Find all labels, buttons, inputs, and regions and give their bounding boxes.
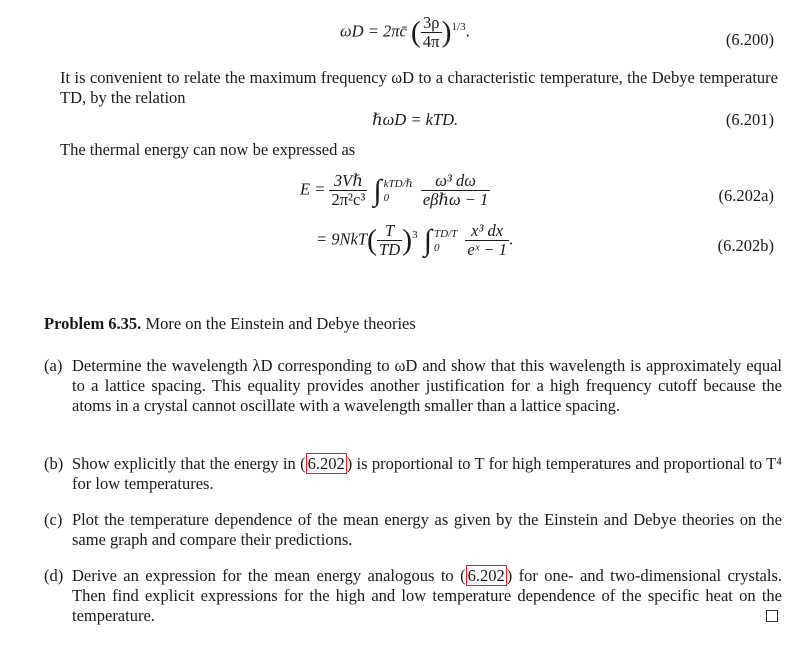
problem-title: More on the Einstein and Debye theories — [145, 314, 416, 333]
eq200-exponent: 1/3 — [451, 20, 466, 33]
eq200-tag: (6.200) — [725, 30, 774, 49]
equation-reference-link[interactable]: 6.202 — [467, 566, 505, 585]
problem-number: Problem 6.35. — [44, 314, 142, 333]
equation-6-200: ωD = 2πc̄ ( $\frac{3\rho}{4\pi}$ )$^{1/3}$. — [340, 13, 470, 51]
eq200-lhs: ωD = 2πc̄ — [340, 21, 407, 41]
integral-sign: ∫ — [423, 223, 432, 257]
eq201-tag: (6.201) — [725, 110, 774, 129]
eq202b-tag: (6.202b) — [717, 236, 774, 255]
equation-6-202a: E = $\frac{\text{3Vℏ}}{\text{2π²c³}}$ ∫ kTD/ℏ 0 $\frac{\text{ω³ dω}}{\text{eβℏω − 1}}$ — [300, 171, 489, 209]
equation-reference-link[interactable]: 6.202 — [307, 454, 345, 473]
integral-sign: ∫ — [373, 173, 382, 207]
paragraph-debye-temperature: It is convenient to relate the maximum frequency ωD to a characteristic temperature, the Debye temperature TD, by the relation — [60, 68, 778, 107]
eq200-fraction: $\frac{3\rho}{4\pi}$ — [422, 13, 440, 51]
equation-6-202b: = 9NkT( $\frac{T}{TD}$ )$^3$ ∫ TD/T 0 $\frac{\text{x³ dx}}{\text{eˣ − 1}}$ . — [316, 221, 514, 259]
equation-6-201: ℏωD = kTD. — [372, 110, 459, 129]
eq202a-tag: (6.202a) — [718, 186, 774, 205]
qed-square-icon — [766, 610, 778, 622]
problem-item-c: (c) Plot the temperature dependence of the mean energy as given by the Einstein and Debye theories on the same graph and compare their predictions. — [44, 510, 782, 549]
problem-item-b: (b) Show explicitly that the energy in ( 6.202 ) is proportional to T for high temperatures and proportional to T⁴ for low temperatures. — [44, 454, 782, 493]
paragraph-thermal-energy: The thermal energy can now be expressed as — [60, 140, 356, 159]
problem-heading — [44, 314, 416, 334]
problem-item-d: (d) Derive an expression for the mean energy analogous to ( 6.202 ) for one- and two-dimensional crystals. Then find explicit expressions for the high and low temperature dependence of the specific heat on the temperature. — [44, 566, 782, 625]
problem-item-a: (a) Determine the wavelength λD corresponding to ωD and show that this wavelength is approximately equal to a lattice spacing. This equality provides another justification for a high frequency cutoff because the atoms in a crystal cannot oscillate with a wavelength smaller than a lattice spacing. — [44, 356, 782, 415]
